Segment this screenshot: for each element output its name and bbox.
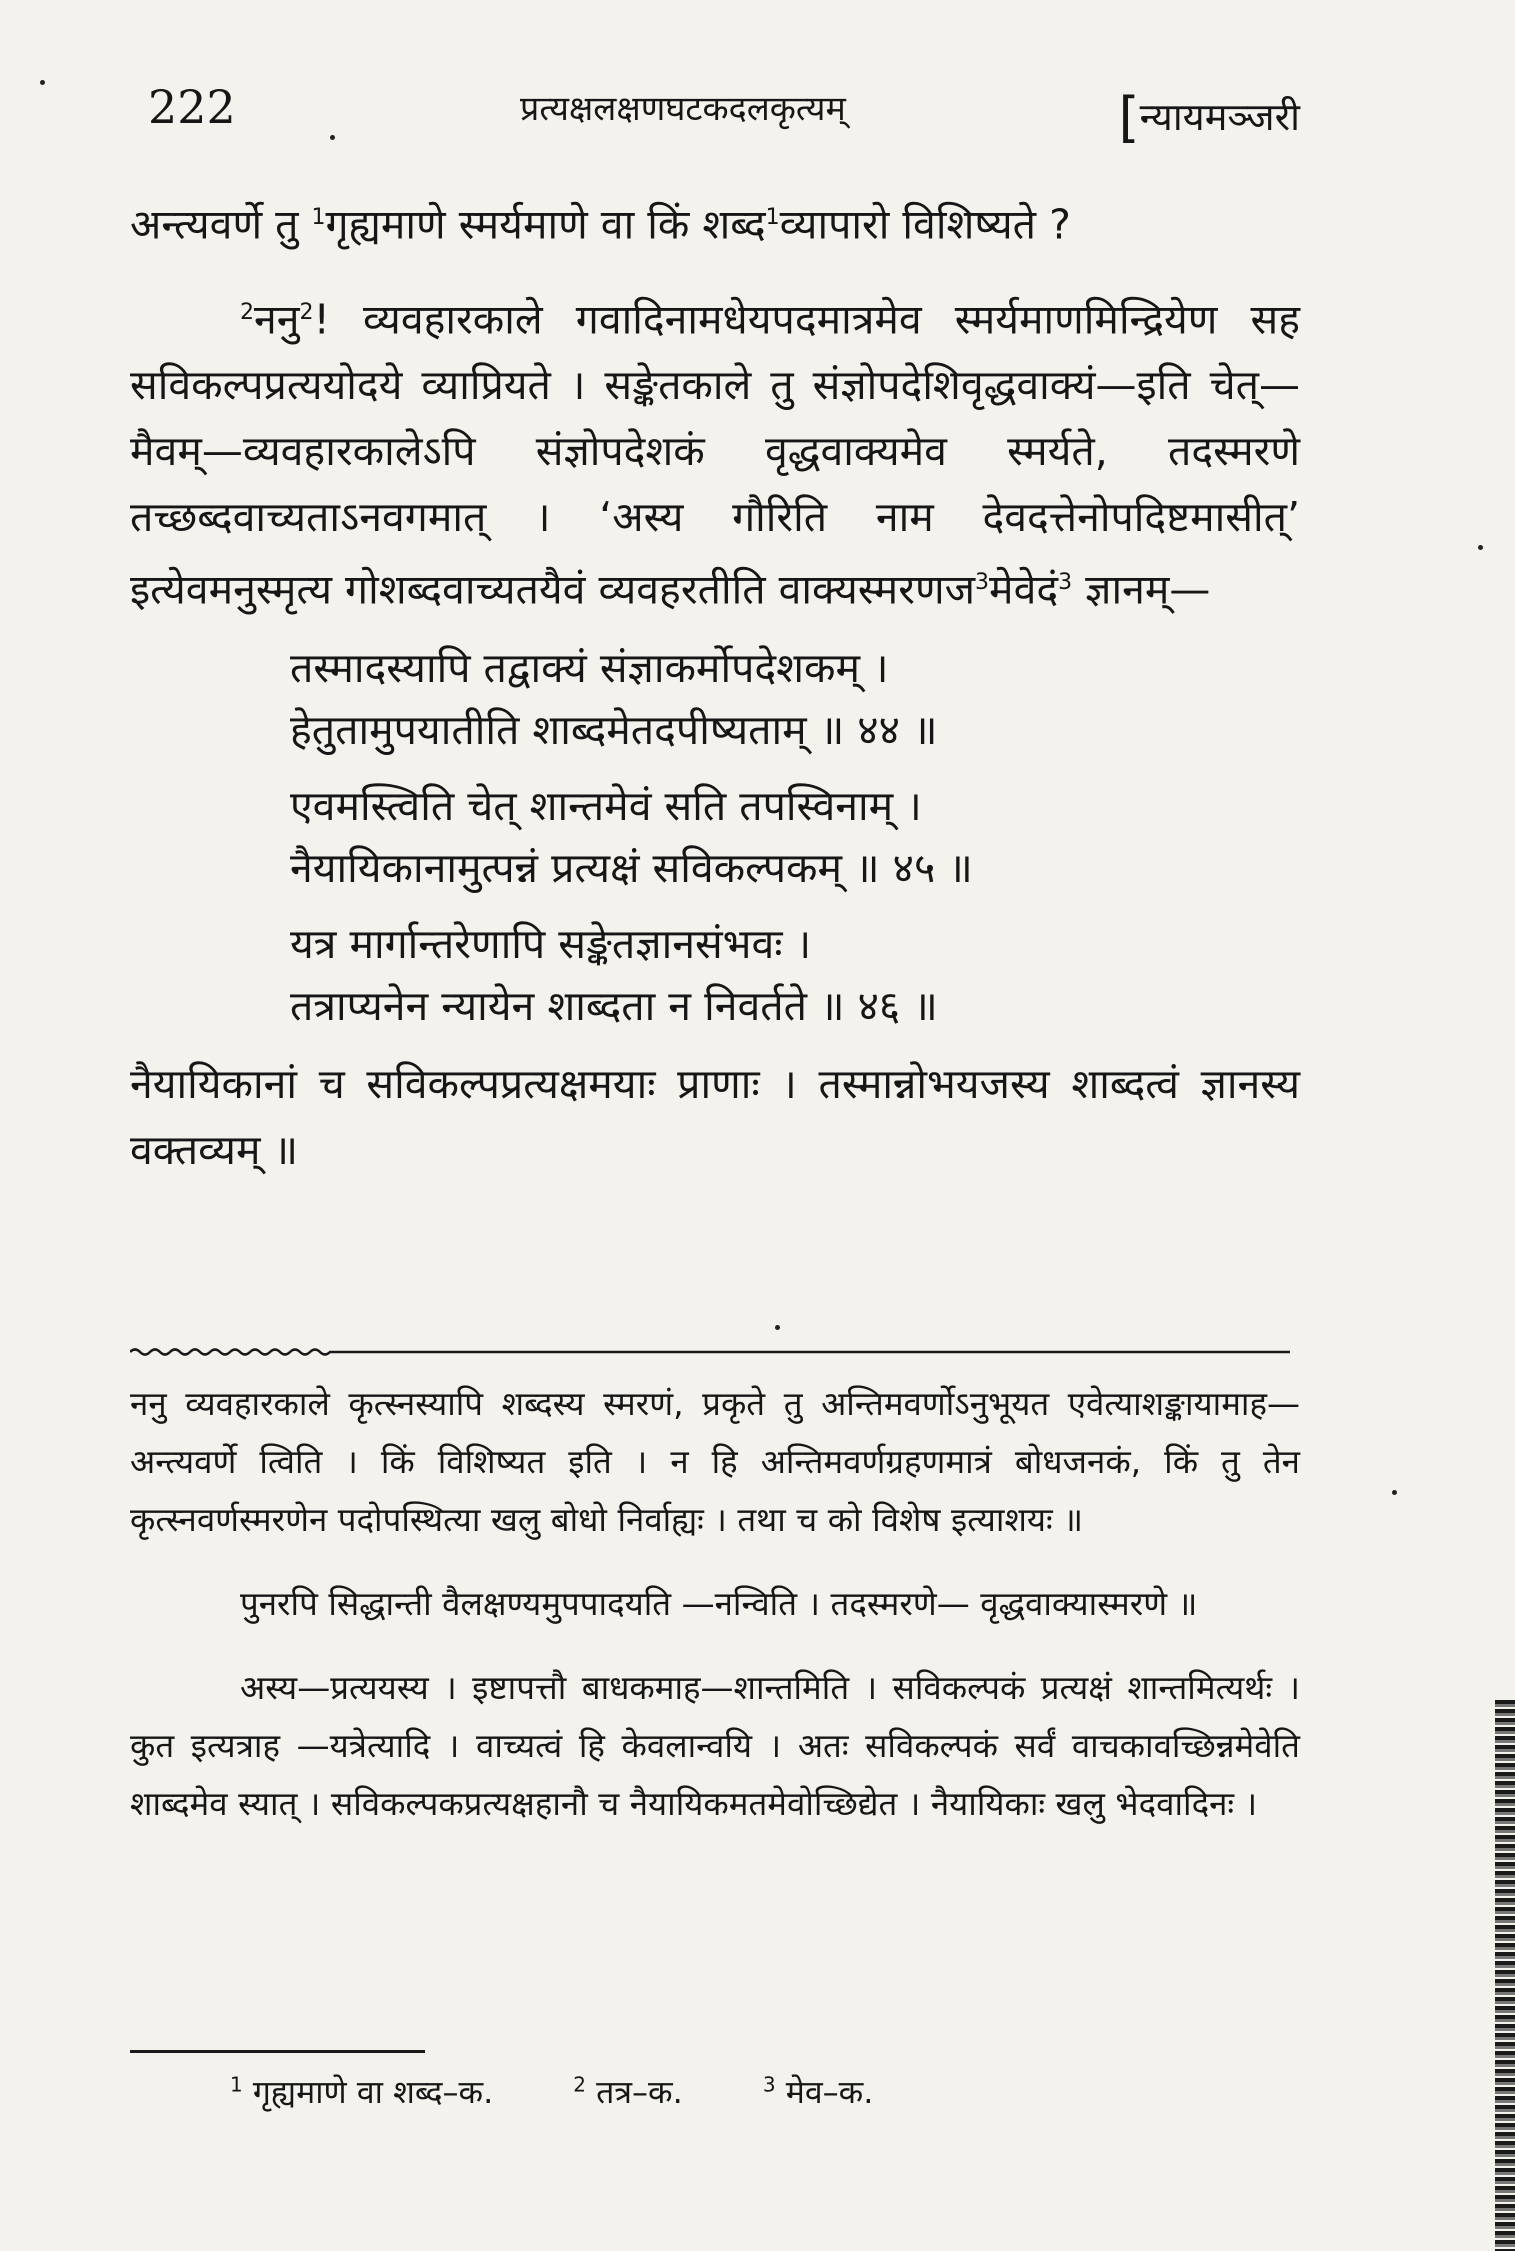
- scan-speck: [775, 1325, 780, 1330]
- text-run: ज्ञानम्—: [1072, 565, 1211, 614]
- commentary-paragraph-2: पुनरपि सिद्धान्ती वैलक्षण्यमुपपादयति —नन्विति । तदस्मरणे— वृद्धवाक्यास्मरणे ॥: [240, 1584, 1198, 1623]
- footnote-reference: 2: [240, 299, 254, 325]
- scanned-page-edge: [1495, 1700, 1515, 2251]
- running-title: प्रत्यक्षलक्षणघटकदलकृत्यम्: [520, 89, 846, 129]
- footnote-3: [763, 2070, 874, 2113]
- footnote-reference: 2: [299, 299, 314, 325]
- page-header: [140, 70, 1310, 149]
- verse-block: [290, 637, 1300, 1037]
- footnote-rule: [130, 2050, 425, 2053]
- footnote-text: मेव–क.: [785, 2073, 874, 2111]
- text-run: ! व्यवहारकाले गवादिनामधेयपदमात्रमेव स्मर्यमाणमिन्द्रियेण सह सविकल्पप्रत्ययोदये व्याप्रियते । सङ्केतकाले तु संज्ञोपदेशिवृद्धवाक्यं—इति चेत्—मैवम्—व्यवहारकालेऽपि संज्ञोपदेशकं वृद्धवाक्यमेव स्मर्यते, तदस्मरणे तच्छब्दवाच्यताऽनवगमात् । ‘अस्य गौरिति नाम देवदत्तेनोपदिष्टमासीत्’ इत्येवमनुस्मृत्य गोशब्दवाच्यतयैवं व्यवहरतीति वाक्यस्मरणज: [130, 295, 1300, 614]
- verse-line: हेतुतामुपयातीति शाब्दमेतदपीष्यताम् ॥ ४४ ॥: [290, 705, 938, 754]
- footnote-reference: 1: [311, 205, 326, 230]
- commentary-paragraph-3: अस्य—प्रत्ययस्य । इष्टापत्तौ बाधकमाह—शान्तमिति । सविकल्पकं प्रत्यक्षं शान्तमित्यर्थः । कुत इत्यत्राह —यत्रेत्यादि । वाच्यत्वं हि केवलान्वयि । अतः सविकल्पकं सर्वं वाचकावच्छिन्नमेवेति शाब्दमेव स्यात् । सविकल्पकप्रत्यक्षहानौ च नैयायिकमतमेवोच्छिद्येत । नैयायिकाः खलु भेदवादिनः ।: [130, 1668, 1300, 1823]
- commentary-divider: [130, 1345, 1290, 1359]
- footnotes: [230, 2070, 1130, 2113]
- opening-bracket: [: [1118, 86, 1140, 149]
- commentary: [130, 1375, 1300, 1833]
- text-run: मेवेदं: [989, 565, 1059, 614]
- verse-line: नैयायिकानामुत्पन्नं प्रत्यक्षं सविकल्पकम् ॥ ४५ ॥: [290, 843, 973, 892]
- main-paragraph-3: [130, 1051, 1300, 1183]
- footnote-reference: 1: [765, 205, 780, 230]
- footnote-2: [573, 2070, 683, 2113]
- text-run: गृह्यमाणे स्मर्यमाणे वा किं शब्द: [325, 200, 766, 249]
- main-text: [130, 185, 1300, 1183]
- verse-line: एवमस्त्विति चेत् शान्तमेवं सति तपस्विनाम् ।: [290, 781, 922, 830]
- scan-speck: [330, 135, 335, 140]
- verse-line: तस्मादस्यापि तद्वाक्यं संज्ञाकर्मोपदेशकम् ।: [290, 643, 889, 692]
- verse-46: [290, 913, 1300, 1037]
- footnote-1: [230, 2070, 493, 2113]
- text-run: ननु: [254, 295, 300, 344]
- text-run: व्यापारो विशिष्यते ?: [779, 200, 1071, 249]
- verse-line: तत्राप्यनेन न्यायेन शाब्दता न निवर्तते ॥ ४६ ॥: [290, 981, 938, 1030]
- book-name: न्यायमञ्जरी: [1139, 95, 1300, 139]
- text-run: नैयायिकानां च सविकल्पप्रत्यक्षमयाः प्राणाः । तस्मान्नोभयजस्य शाब्दत्वं ज्ञानस्य वक्तव्यम् ॥: [130, 1059, 1300, 1174]
- scan-speck: [40, 80, 45, 85]
- page-number: 222: [148, 80, 236, 134]
- footnote-number: 3: [762, 2072, 776, 2097]
- footnote-number: 2: [573, 2072, 586, 2097]
- main-paragraph-2: [130, 280, 1300, 623]
- verse-44: [290, 637, 1300, 761]
- text-run: अन्त्यवर्णे तु: [130, 200, 312, 249]
- footnote-text: गृह्यमाणे वा शब्द–क.: [252, 2073, 494, 2111]
- footnote-number: 1: [230, 2072, 243, 2097]
- verse-line: यत्र मार्गान्तरेणापि सङ्केतज्ञानसंभवः ।: [290, 919, 812, 968]
- verse-45: [290, 775, 1300, 899]
- scan-speck: [1478, 545, 1483, 550]
- footnote-reference: 3: [975, 570, 990, 596]
- commentary-paragraph-1: ननु व्यवहारकाले कृत्स्नस्यापि शब्दस्य स्मरणं, प्रकृते तु अन्तिमवर्णोऽनुभूयत एवेत्याशङ्कायामाह—अन्त्यवर्णे त्विति । किं विशिष्यत इति । न हि अन्तिमवर्णग्रहणमात्रं बोधजनकं, किं तु तेन कृत्स्नवर्णस्मरणेन पदोपस्थित्या खलु बोधो निर्वाह्यः । तथा च को विशेष इत्याशयः ॥: [130, 1384, 1300, 1539]
- scan-speck: [1392, 1490, 1397, 1495]
- footnote-text: तत्र–क.: [596, 2073, 683, 2111]
- book-name-header: [1118, 80, 1300, 149]
- footnote-reference: 3: [1058, 570, 1073, 596]
- main-paragraph-1: [130, 185, 1300, 258]
